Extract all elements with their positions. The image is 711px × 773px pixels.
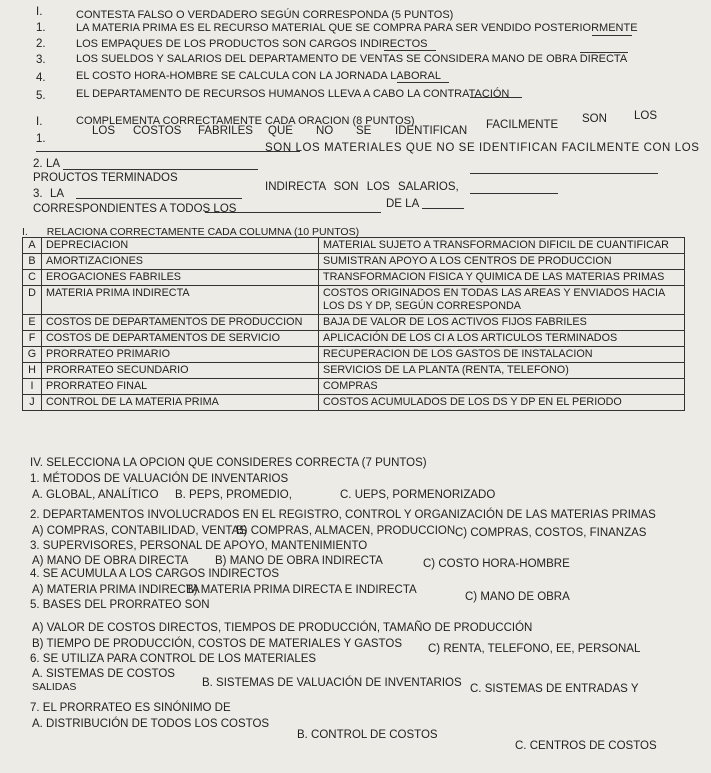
fill-blank-3c[interactable] bbox=[205, 211, 381, 213]
tf-answer-4[interactable] bbox=[397, 81, 449, 83]
q2-option-b[interactable]: B) COMPRAS, ALMACEN, PRODUCCION bbox=[236, 525, 456, 537]
tf-item-2: LOS EMPAQUES DE LOS PRODUCTOS SON CARGOS INDIRECTOS bbox=[76, 38, 428, 50]
word-bank-los-2: LOS bbox=[634, 110, 658, 122]
tf-answer-5[interactable] bbox=[470, 96, 522, 98]
tf-item-1: LA MATERIA PRIMA ES EL RECURSO MATERIAL QUE SE COMPRA PARA SER VENDIDO POSTERIORMENTE bbox=[76, 22, 638, 34]
q6-option-b[interactable]: B. SISTEMAS DE VALUACIÓN DE INVENTARIOS bbox=[202, 677, 462, 689]
relation-row bbox=[23, 238, 685, 254]
relation-row bbox=[23, 286, 685, 315]
word-bank-no: NO bbox=[316, 125, 334, 137]
relation-row bbox=[23, 331, 685, 347]
tf-answer-3[interactable] bbox=[580, 51, 628, 53]
left-column-term: PRORRATEO SECUNDARIO bbox=[42, 363, 319, 379]
fill-item-2-cont: PROUCTOS TERMINADOS bbox=[33, 172, 178, 184]
q3-option-a[interactable]: A) MANO DE OBRA DIRECTA bbox=[32, 555, 189, 567]
row-letter: I bbox=[23, 379, 42, 395]
fill-blank-3b[interactable] bbox=[470, 192, 558, 194]
q2-text: 2. DEPARTAMENTOS INVOLUCRADOS EN EL REGISTRO, CONTROL Y ORGANIZACIÓN DE LAS MATERIAS PRIMAS bbox=[30, 509, 656, 521]
fill-item-1-num: 1. bbox=[36, 133, 46, 145]
left-column-term: COSTOS DE DEPARTAMENTOS DE SERVICIO bbox=[42, 331, 319, 347]
left-column-term: MATERIA PRIMA INDIRECTA bbox=[42, 286, 319, 315]
fill-blank-2[interactable] bbox=[63, 168, 258, 170]
word-bank-los: LOS bbox=[92, 125, 116, 137]
fill-item-2-num: 2. bbox=[33, 158, 43, 170]
right-column-definition: COSTOS ORIGINADOS EN TODAS LAS AREAS Y ENVIADOS HACIA LOS DS Y DP, SEGÚN CORRESPONDA bbox=[319, 286, 685, 315]
q5-option-a[interactable]: A) VALOR DE COSTOS DIRECTOS, TIEMPOS DE PRODUCCIÓN, TAMAÑO DE PRODUCCIÓN bbox=[32, 622, 533, 634]
q7-option-c[interactable]: C. CENTROS DE COSTOS bbox=[515, 740, 657, 752]
word-bank-se: SE bbox=[356, 125, 372, 137]
fill-item-3-cont: CORRESPONDIENTES A TODOS LOS bbox=[33, 203, 237, 215]
section2-title: COMPLEMENTA CORRECTAMENTE CADA ORACION (8 PUNTOS) bbox=[76, 115, 415, 127]
tf-item-5-num: 5. bbox=[36, 90, 46, 102]
relation-row bbox=[23, 363, 685, 379]
row-letter: C bbox=[23, 270, 42, 286]
q6-option-a-cont: SALIDAS bbox=[32, 681, 77, 693]
row-letter: D bbox=[23, 286, 42, 315]
row-letter: H bbox=[23, 363, 42, 379]
word-bank-identifican: IDENTIFICAN bbox=[395, 125, 468, 137]
q1-option-a[interactable]: A. GLOBAL, ANALÍTICO bbox=[32, 489, 159, 501]
row-letter: J bbox=[23, 395, 42, 411]
q1-option-c[interactable]: C. UEPS, PORMENORIZADO bbox=[340, 489, 496, 501]
row-letter: F bbox=[23, 331, 42, 347]
word-bank-son: SON bbox=[582, 113, 607, 125]
relation-table bbox=[22, 237, 685, 411]
word-bank-facilmente: FACILMENTE bbox=[486, 119, 559, 131]
right-column-definition: SUMISTRAN APOYO A LOS CENTROS DE PRODUCCION bbox=[319, 254, 685, 270]
relation-row bbox=[23, 254, 685, 270]
section4-title: IV. SELECCIONA LA OPCION QUE CONSIDERES CORRECTA (7 PUNTOS) bbox=[30, 457, 427, 469]
section3-title: RELACIONA CORRECTAMENTE CADA COLUMNA (10 PUNTOS) bbox=[46, 226, 360, 238]
fill-item-3-end: DE LA bbox=[386, 198, 420, 210]
fill-blank-3a[interactable] bbox=[76, 197, 242, 199]
q7-text: 7. EL PRORRATEO ES SINÓNIMO DE bbox=[30, 702, 231, 714]
tf-item-5: EL DEPARTAMENTO DE RECURSOS HUMANOS LLEVA A CABO LA CONTRATACIÓN bbox=[76, 88, 510, 100]
row-letter: E bbox=[23, 315, 42, 331]
right-column-definition: SERVICIOS DE LA PLANTA (RENTA, TELEFONO) bbox=[319, 363, 685, 379]
left-column-term: DEPRECIACION bbox=[42, 238, 319, 254]
right-column-definition: RECUPERACION DE LOS GASTOS DE INSTALACION bbox=[319, 347, 685, 363]
q4-text: 4. SE ACUMULA A LOS CARGOS INDIRECTOS bbox=[30, 568, 280, 580]
q5-option-c[interactable]: C) RENTA, TELEFONO, EE, PERSONAL bbox=[428, 643, 641, 655]
section2-number: I. bbox=[36, 116, 43, 128]
right-column-definition: MATERIAL SUJETO A TRANSFORMACION DIFICIL DE CUANTIFICAR bbox=[319, 238, 685, 254]
right-column-definition: BAJA DE VALOR DE LOS ACTIVOS FIJOS FABRILES bbox=[319, 315, 685, 331]
relation-row bbox=[23, 270, 685, 286]
row-letter: G bbox=[23, 347, 42, 363]
q6-option-a[interactable]: A. SISTEMAS DE COSTOS bbox=[32, 668, 175, 680]
fill-item-2-start: LA bbox=[46, 158, 61, 170]
q3-option-c[interactable]: C) COSTO HORA-HOMBRE bbox=[423, 558, 570, 570]
right-column-definition: APLICACIÓN DE LOS CI A LOS ARTICULOS TERMINADOS bbox=[319, 331, 685, 347]
tf-answer-2[interactable] bbox=[384, 49, 436, 51]
q2-option-a[interactable]: A) COMPRAS, CONTABILIDAD, VENTAS bbox=[32, 525, 247, 537]
fill-line-1[interactable] bbox=[36, 150, 300, 152]
q5-text: 5. BASES DEL PRORRATEO SON bbox=[30, 599, 210, 611]
relation-row bbox=[23, 395, 685, 411]
tf-item-1-num: 1. bbox=[36, 22, 46, 34]
q3-text: 3. SUPERVISORES, PERSONAL DE APOYO, MANTENIMIENTO bbox=[30, 540, 368, 552]
word-bank-que: QUE bbox=[268, 125, 293, 137]
q7-option-b[interactable]: B. CONTROL DE COSTOS bbox=[297, 729, 438, 741]
section1-number: I. bbox=[36, 6, 43, 18]
left-column-term: CONTROL DE LA MATERIA PRIMA bbox=[42, 395, 319, 411]
fill-item-3-text: INDIRECTA SON LOS SALARIOS, bbox=[265, 181, 459, 193]
left-column-term: COSTOS DE DEPARTAMENTOS DE PRODUCCION bbox=[42, 315, 319, 331]
right-column-definition: COMPRAS bbox=[319, 379, 685, 395]
relation-row bbox=[23, 347, 685, 363]
row-letter: A bbox=[23, 238, 42, 254]
left-column-term: PRORRATEO PRIMARIO bbox=[42, 347, 319, 363]
section3-number: I. bbox=[22, 226, 28, 238]
q4-option-b[interactable]: B) MATERIA PRIMA DIRECTA E INDIRECTA bbox=[186, 584, 417, 596]
q6-option-c[interactable]: C. SISTEMAS DE ENTRADAS Y bbox=[470, 683, 639, 695]
word-bank-costos: COSTOS bbox=[133, 125, 182, 137]
left-column-term: EROGACIONES FABRILES bbox=[42, 270, 319, 286]
relation-row bbox=[23, 379, 685, 395]
q5-option-b[interactable]: B) TIEMPO DE PRODUCCIÓN, COSTOS DE MATERIALES Y GASTOS bbox=[32, 638, 402, 650]
q4-option-a[interactable]: A) MATERIA PRIMA INDIRECTA bbox=[32, 584, 200, 596]
row-letter: B bbox=[23, 254, 42, 270]
q1-text: 1. MÉTODOS DE VALUACIÓN DE INVENTARIOS bbox=[30, 473, 289, 485]
q1-option-b[interactable]: B. PEPS, PROMEDIO, bbox=[175, 489, 292, 501]
tf-item-4: EL COSTO HORA-HOMBRE SE CALCULA CON LA JORNADA LABORAL bbox=[76, 70, 441, 82]
tf-item-4-num: 4. bbox=[36, 72, 46, 84]
fill-item-2-text: SON LOS MATERIALES QUE NO SE IDENTIFICAN FACILMENTE CON LOS bbox=[265, 142, 700, 154]
fill-item-3-start: LA bbox=[50, 188, 65, 200]
left-column-term: PRORRATEO FINAL bbox=[42, 379, 319, 395]
q6-text: 6. SE UTILIZA PARA CONTROL DE LOS MATERIALES bbox=[30, 653, 317, 665]
q2-option-c[interactable]: C) COMPRAS, COSTOS, FINANZAS bbox=[455, 527, 647, 539]
tf-item-2-num: 2. bbox=[36, 38, 46, 50]
fill-line-2b[interactable] bbox=[470, 172, 658, 174]
q3-option-b[interactable]: B) MANO DE OBRA INDIRECTA bbox=[215, 555, 383, 567]
relation-row bbox=[23, 315, 685, 331]
word-bank-fabriles: FABRILES bbox=[198, 125, 253, 137]
tf-answer-1[interactable] bbox=[592, 34, 632, 36]
right-column-definition: COSTOS ACUMULADOS DE LOS DS Y DP EN EL PERIODO bbox=[319, 395, 685, 411]
fill-item-3-num: 3. bbox=[33, 188, 43, 200]
right-column-definition: TRANSFORMACION FISICA Y QUIMICA DE LAS MATERIAS PRIMAS bbox=[319, 270, 685, 286]
left-column-term: AMORTIZACIONES bbox=[42, 254, 319, 270]
tf-item-3-num: 3. bbox=[36, 54, 46, 66]
tf-item-3: LOS SUELDOS Y SALARIOS DEL DEPARTAMENTO DE VENTAS SE CONSIDERA MANO DE OBRA DIRECTA bbox=[76, 53, 628, 65]
q7-option-a[interactable]: A. DISTRIBUCIÓN DE TODOS LOS COSTOS bbox=[32, 718, 270, 730]
q4-option-c[interactable]: C) MANO DE OBRA bbox=[465, 591, 570, 603]
section1-title: CONTESTA FALSO O VERDADERO SEGÚN CORRESPONDA (5 PUNTOS) bbox=[76, 9, 454, 21]
fill-blank-3d[interactable] bbox=[422, 207, 464, 209]
